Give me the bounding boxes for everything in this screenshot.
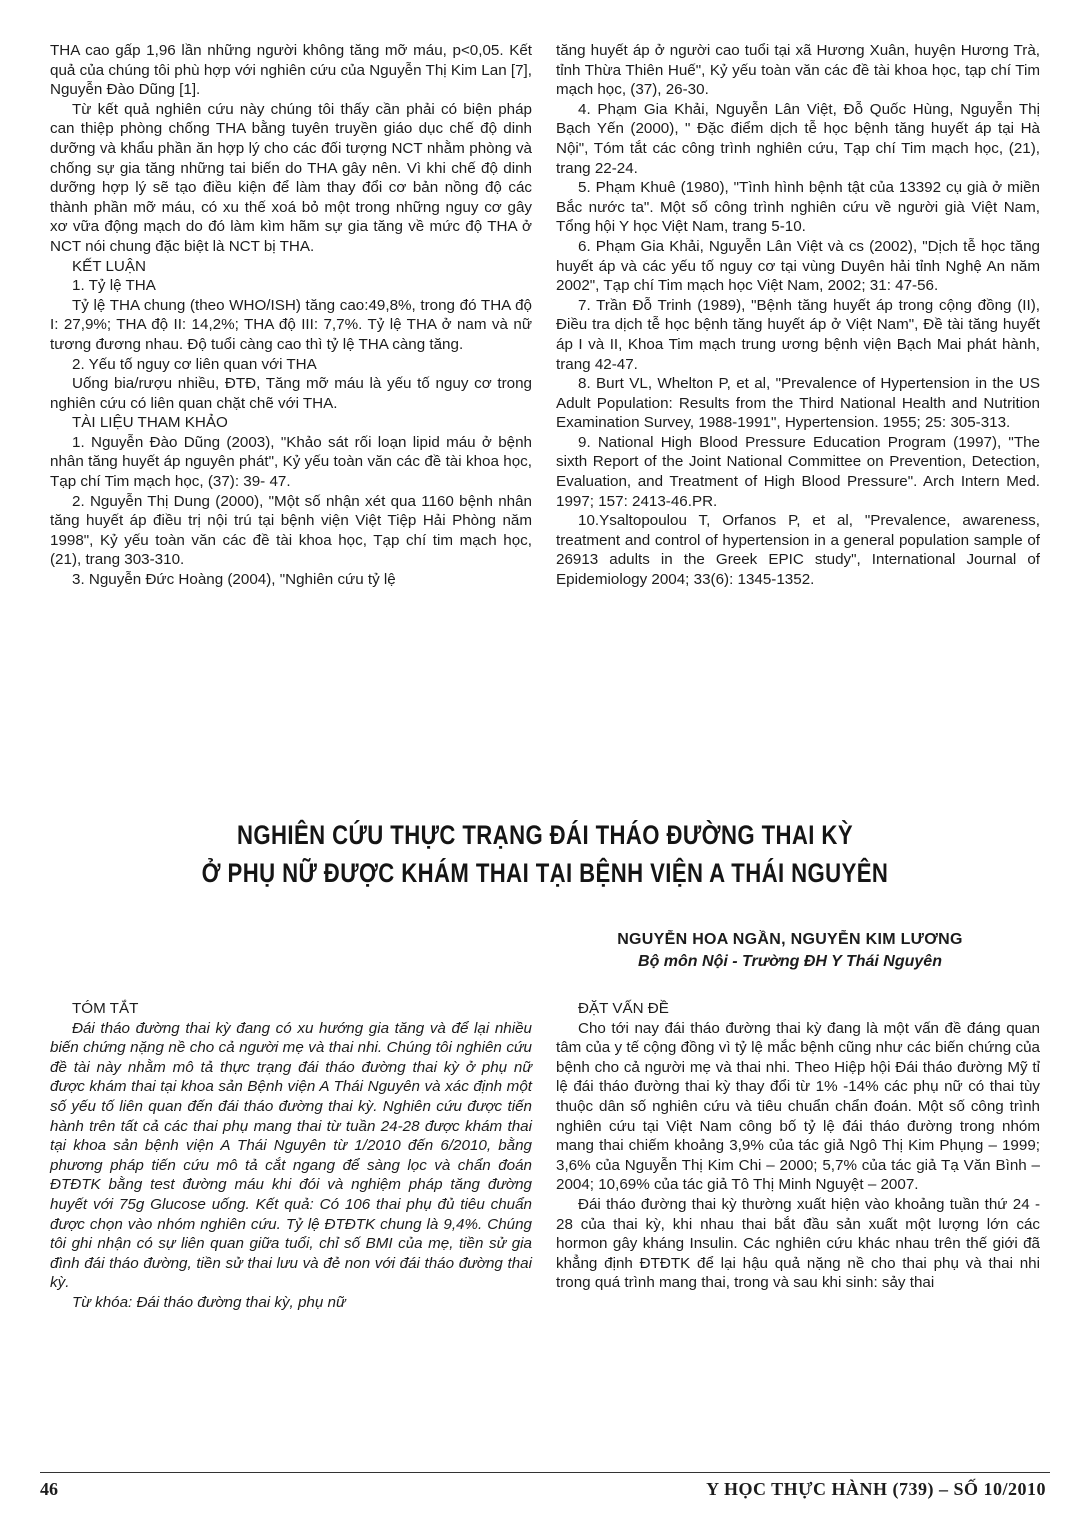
heading-introduction: ĐẶT VẤN ĐỀ <box>578 1000 669 1017</box>
author-block <box>540 929 1040 973</box>
heading-summary: TÓM TẮT <box>72 1000 139 1017</box>
reference-item: 7. Trần Đỗ Trinh (1989), "Bệnh tăng huyết áp trong cộng đồng (II), Điều tra dịch tễ học bệnh tăng huyết áp ở Việt Nam", Đề tài tăng huyết áp I và II, Khoa Tim mạch trung ương bệnh viện Bạch Mai phát hành, trang 42-47. <box>556 296 1040 373</box>
author-affiliation: Bộ môn Nội - Trường ĐH Y Thái Nguyên <box>638 953 942 970</box>
column-top-right <box>556 41 1040 590</box>
title-line-2: Ở PHỤ NỮ ĐƯỢC KHÁM THAI TẠI BỆNH VIỆN A THÁI NGUYÊN <box>201 858 889 888</box>
paragraph-intervention: Từ kết quả nghiên cứu này chúng tôi thấy cần phải có biện pháp can thiệp phòng chống THA bằng tuyên truyền giáo dục chế độ dinh dưỡng và khẩu phần ăn hợp lý cho các đối tượng NCT nhằm phòng và chống sự gia tăng những tai biến do THA gây nên. Vì khi chế độ dinh dưỡng hợp lý sẽ tạo điều kiện để làm thay đổi cơ bản nồng độ các thành phần mỡ máu, có xu thế xoá bỏ một trong những nguy cơ gây xơ vữa động mạch do đó làm kìm hãm sự gia tăng về mức độ THA ở NCT nói chung đặc biệt là NCT bị THA. <box>50 100 532 255</box>
footer-divider <box>40 1472 1050 1473</box>
reference-item: 3. Nguyễn Đức Hoàng (2004), "Nghiên cứu tỷ lệ <box>72 571 396 589</box>
reference-item-continued: tăng huyết áp ở người cao tuổi tại xã Hương Xuân, huyện Hương Trà, tỉnh Thừa Thiên Huế", Kỷ yếu toàn văn các đề tài khoa học, tạp chí Tim mạch học, (37), 26-30. <box>556 42 1040 99</box>
column-top-left <box>50 41 532 590</box>
paragraph-intro-1: Cho tới nay đái tháo đường thai kỳ đang là một vấn đề đáng quan tâm của y tế cộng đồng vì tỷ lệ mắc bệnh cũng như các biến chứng của bệnh cho cả người mẹ và thai nhi. Theo Hiệp hội Đái tháo đường Mỹ tỉ lệ đái tháo đường thai kỳ thay đổi từ 1% -14% các phụ nữ có thai tùy thuộc dân số nghiên cứu và tiêu chuẩn chẩn đoán. Một số công trình nghiên cứu tại Việt Nam công bố tỷ lệ đái tháo đường trong nhóm mang thai chiếm khoảng 3,9% của tác giả Ngô Thị Kim Phụng – 1999; 3,6% của Nguyễn Thị Kim Chi – 2000; 5,7% của tác giả Tạ Văn Bình – 2004; 10,69% của tác giả Tô Thị Minh Nguyệt – 2007. <box>556 1019 1040 1194</box>
article-title <box>40 816 1050 892</box>
keywords: Từ khóa: Đái tháo đường thai kỳ, phụ nữ <box>72 1293 346 1311</box>
reference-item: 10.Ysaltopoulou T, Orfanos P, et al, "Prevalence, awareness, treatment and control of hypertension in a general population sample of 26913 adults in the Greek EPIC study", International Journal of Epidemiology 2004; 33(6): 1345-1352. <box>556 512 1040 589</box>
subheading-risk: 2. Yếu tố nguy cơ liên quan với THA <box>72 355 317 373</box>
reference-item: 8. Burt VL, Whelton P, et al, "Prevalence of Hypertension in the US Adult Population: Results from the Third National Health and Nutrition Examination Survey, 1988-1991", Hypertension. 1955; 25: 305-313. <box>556 375 1040 432</box>
heading-conclusion: KẾT LUẬN <box>72 257 146 275</box>
reference-item: 6. Phạm Gia Khải, Nguyễn Lân Việt và cs (2002), "Dịch tễ học tăng huyết áp và các yếu tố nguy cơ tại vùng Duyên hải tỉnh Nghệ An năm 2002", Tạp chí Tim mạch học Việt Nam, 2002; 31: 47-56. <box>556 237 1040 295</box>
author-names: NGUYỄN HOA NGẦN, NGUYỄN KIM LƯƠNG <box>617 931 963 948</box>
column-bottom-left <box>50 999 532 1313</box>
paragraph-tha-ratio: THA cao gấp 1,96 lần những người không tăng mỡ máu, p<0,05. Kết quả của chúng tôi phù hợp với nghiên cứu của Nguyễn Thị Kim Lan [7], Nguyễn Đào Dũng [1]. <box>50 42 532 99</box>
title-line-1: NGHIÊN CỨU THỰC TRẠNG ĐÁI THÁO ĐƯỜNG THAI KỲ <box>237 820 853 850</box>
summary-text: Đái tháo đường thai kỳ đang có xu hướng gia tăng và để lại nhiều biến chứng nặng nề cho cả người mẹ và thai nhi. Chúng tôi nghiên cứu đề tài này nhằm mô tả thực trạng đái tháo đường thai kỳ ở phụ nữ được khám thai tại khoa sản Bệnh viện A Thái Nguyên và xác định một số yếu tố liên quan đến đái tháo đường thai kỳ. Nghiên cứu được tiến hành trên tất cả các thai phụ mang thai từ tuần 24-28 được khám thai tại khoa sản bệnh viện A Thái Nguyên từ 1/2010 đến 6/2010, bằng phương pháp tiến cứu mô tả cắt ngang để sàng lọc và chẩn đoán ĐTĐTK bằng test đường máu khi đói và nghiệm pháp tăng đường huyết với 75g Glucose uống. Kết quả: Có 106 thai phụ đủ tiêu chuẩn được chọn vào nhóm nghiên cứu. Tỷ lệ ĐTĐTK chung là 9,4%. Chúng tôi ghi nhận có sự liên quan giữa tuổi, chỉ số BMI của mẹ, tiền sử gia đình đái tháo đường, tiền sử thai lưu và đẻ non với đái tháo đường thai kỳ. <box>50 1019 532 1292</box>
reference-item: 5. Phạm Khuê (1980), "Tình hình bệnh tật của 13392 cụ già ở miền Bắc nước ta". Một số công trình nghiên cứu về người già Việt Nam, Tổng hội Y học Việt Nam, trang 5-10. <box>556 179 1040 236</box>
paragraph-rate: Tỷ lệ THA chung (theo WHO/ISH) tăng cao:49,8%, trong đó THA độ I: 27,9%; THA độ II: 14,2%; THA độ III: 7,7%. Tỷ lệ THA ở nam và nữ tương đương nhau. Độ tuổi càng cao thì tỷ lệ THA càng tăng. <box>50 296 532 353</box>
journal-footer: Y HỌC THỰC HÀNH (739) – SỐ 10/2010 <box>706 1479 1046 1499</box>
reference-item: 2. Nguyễn Thị Dung (2000), "Một số nhận xét qua 1160 bệnh nhân tăng huyết áp điều trị nội trú tại bệnh viện Việt Tiệp Hải Phòng năm 1998", Kỷ yếu toàn văn các đề tài khoa học, Tạp chí tim mạch học, (21), trang 303-310. <box>50 492 532 569</box>
column-bottom-right <box>556 999 1040 1293</box>
reference-item: 1. Nguyễn Đào Dũng (2003), "Khảo sát rối loạn lipid máu ở bệnh nhân tăng huyết áp nguyên phát", Kỷ yếu toàn văn các đề tài khoa học, Tạp chí Tim mạch học, (37): 39- 47. <box>50 433 532 491</box>
reference-item: 4. Phạm Gia Khải, Nguyễn Lân Việt, Đỗ Quốc Hùng, Nguyễn Thị Bạch Yến (2000), " Đặc điểm dịch tễ học bệnh tăng huyết áp tại Hà Nội", Tóm tắt các công trình nghiên cứu, Tạp chí Tim mạch học, (21), trang 22-24. <box>556 100 1040 177</box>
paragraph-risk: Uống bia/rượu nhiều, ĐTĐ, Tăng mỡ máu là yếu tố nguy cơ trong nghiên cứu có liên quan chặt chẽ với THA. <box>50 375 532 412</box>
reference-item: 9. National High Blood Pressure Education Program (1997), "The sixth Report of the Joint National Committee on Prevention, Detection, Evaluation, and Treatment of High Blood Pressure". Arch Intern Med. 1997; 157: 2413-46.PR. <box>556 433 1040 510</box>
page-number: 46 <box>40 1479 58 1499</box>
paragraph-intro-2: Đái tháo đường thai kỳ thường xuất hiện vào khoảng tuần thứ 24 - 28 của thai kỳ, khi nhau thai bắt đầu sản xuất một lượng lớn các hormon gây kháng Insulin. Các nghiên cứu khác nhau trên thế giới đã khẳng định ĐTĐTK để lại hậu quả nặng nề cho thai phụ và thai nhi trong quá trình mang thai, trong và sau khi sinh: sảy thai <box>556 1195 1040 1292</box>
subheading-rate: 1. Tỷ lệ THA <box>72 277 156 295</box>
heading-references: TÀI LIỆU THAM KHẢO <box>72 414 228 432</box>
